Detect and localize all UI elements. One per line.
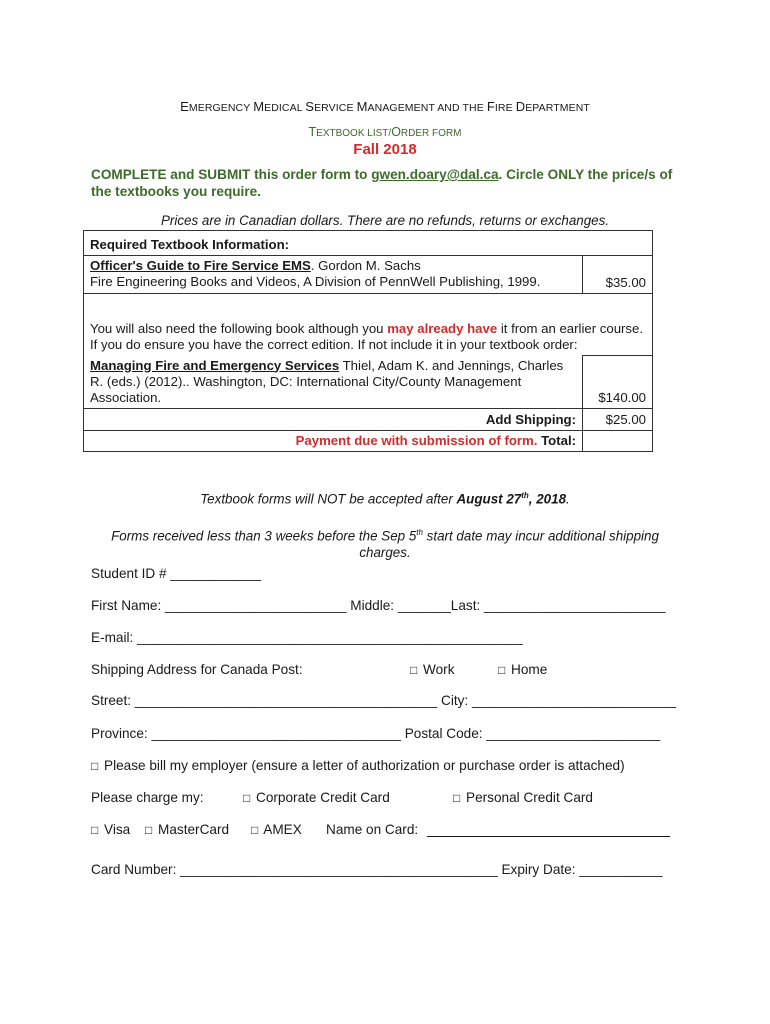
form-heading: EMERGENCY MEDICAL SERVICE MANAGEMENT AND THE FIRE DEPARTMENT — [180, 99, 590, 114]
email-field[interactable]: E-mail: ___________________________________________________ — [91, 630, 523, 645]
checkbox-icon[interactable]: □ — [91, 823, 99, 837]
checkbox-icon[interactable]: □ — [410, 663, 418, 677]
first-name-field[interactable]: First Name: ________________________ — [91, 598, 347, 613]
city-field[interactable]: City: ___________________________ — [441, 693, 677, 708]
personal-card-option[interactable]: □ Personal Credit Card — [453, 790, 593, 805]
shipping-label: Add Shipping: — [84, 408, 583, 430]
expiry-date-field[interactable]: Expiry Date: ___________ — [501, 862, 663, 877]
prices-note: Prices are in Canadian dollars. There are no refunds, returns or exchanges. — [160, 213, 610, 228]
deadline-note: Textbook forms will NOT be accepted after August 27th, 2018. — [200, 491, 570, 507]
corporate-card-option[interactable]: □ Corporate Credit Card — [243, 790, 390, 805]
checkbox-icon[interactable]: □ — [251, 823, 259, 837]
visa-option[interactable]: □ Visa — [91, 822, 131, 837]
book2-cell: Managing Fire and Emergency Services Thiel, Adam K. and Jennings, Charles R. (eds.) (2012).. Washington, DC: International City/County Management Association. — [84, 356, 583, 409]
book2-title: Managing Fire and Emergency Services — [90, 357, 340, 373]
total-value[interactable] — [583, 430, 653, 451]
card-number-field[interactable]: Card Number: __________________________________________ — [91, 862, 498, 877]
amex-option[interactable]: □ AMEX — [251, 822, 302, 837]
name-on-card-field[interactable] — [427, 822, 670, 837]
checkbox-icon[interactable]: □ — [145, 823, 153, 837]
book1-cell: Officer's Guide to Fire Service EMS. Gordon M. Sachs Fire Engineering Books and Videos, A Division of PennWell Publishing, 1999. — [84, 256, 583, 294]
card-row — [91, 862, 691, 877]
table-section-title: Required Textbook Information: — [84, 231, 653, 256]
street-city-row — [91, 693, 691, 708]
bill-employer-option[interactable]: □ Please bill my employer (ensure a letter of authorization or purchase order is attached) — [91, 758, 625, 773]
home-option[interactable]: □ Home — [498, 662, 548, 677]
also-need-note: You will also need the following book although you may already have it from an earlier course. If you do ensure you have the correct edition. If not include it in your textbook order: — [84, 294, 653, 356]
book1-price[interactable]: $35.00 — [583, 256, 653, 294]
name-row — [91, 598, 691, 613]
checkbox-icon[interactable]: □ — [453, 791, 461, 805]
textbook-table — [83, 230, 653, 452]
postal-code-field[interactable]: Postal Code: _______________________ — [404, 726, 661, 741]
book1-publisher: Fire Engineering Books and Videos, A Division of PennWell Publishing, 1999. — [90, 274, 541, 289]
checkbox-icon[interactable]: □ — [498, 663, 506, 677]
email-link[interactable]: gwen.doary@dal.ca — [371, 167, 499, 182]
shipping-price: $25.00 — [583, 408, 653, 430]
shipping-address-label: Shipping Address for Canada Post: — [91, 662, 303, 677]
term-title: Fall 2018 — [353, 141, 417, 158]
student-id-field[interactable]: Student ID # ____________ — [91, 566, 262, 581]
total-row-label: Payment due with submission of form. Total: — [84, 430, 583, 451]
instructions: COMPLETE and SUBMIT this order form to gwen.doary@dal.ca. Circle ONLY the price/s of the textbooks you require. — [91, 167, 673, 199]
province-field[interactable]: Province: _________________________________ — [91, 726, 401, 741]
middle-name-field[interactable]: Middle: _______ — [350, 598, 451, 613]
work-option[interactable]: □ Work — [410, 662, 455, 677]
province-postal-row — [91, 726, 691, 741]
book1-title: Officer's Guide to Fire Service EMS — [90, 258, 311, 273]
mastercard-option[interactable]: □ MasterCard — [145, 822, 230, 837]
checkbox-icon[interactable]: □ — [243, 791, 251, 805]
book2-price[interactable]: $140.00 — [583, 356, 653, 409]
checkbox-icon[interactable]: □ — [91, 759, 99, 773]
name-on-card-label: Name on Card: — [326, 822, 419, 837]
street-field[interactable]: Street: ________________________________________ — [91, 693, 438, 708]
late-shipping-note: Forms received less than 3 weeks before the Sep 5th start date may incur additional shipping charges. — [111, 528, 659, 561]
last-name-field[interactable]: Last: ________________________ — [450, 598, 666, 613]
charge-my-label: Please charge my: — [91, 790, 204, 805]
form-subheading: TEXTBOOK LIST/ORDER FORM — [308, 125, 462, 139]
